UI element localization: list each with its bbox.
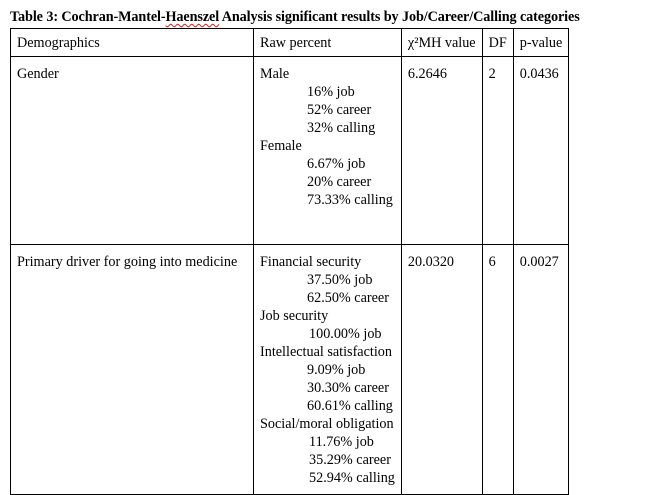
group-item: 60.61% calling: [307, 398, 393, 414]
header-p-value: p-value: [513, 29, 569, 57]
cell-demographic: Primary driver for going into medicine: [11, 245, 254, 495]
group-item: 16% job: [307, 84, 355, 100]
caption-spellcheck-word: Haenszel: [165, 9, 220, 25]
cell-p-value: 0.0027: [513, 245, 569, 495]
table-row: [11, 57, 569, 245]
group-item: 62.50% career: [307, 290, 389, 306]
cell-df: 2: [482, 57, 513, 245]
group-item: 9.09% job: [307, 362, 366, 378]
group-label: Male: [260, 66, 290, 82]
cell-raw-percent: [254, 245, 402, 495]
cell-chi-mh-value: 20.0320: [401, 245, 482, 495]
header-df: DF: [482, 29, 513, 57]
group-item: 100.00% job: [309, 326, 382, 342]
group-item: 52.94% calling: [309, 470, 395, 486]
group-label: Social/moral obligation: [260, 416, 394, 432]
group-item: 11.76% job: [309, 434, 374, 450]
cell-raw-percent: [254, 57, 402, 245]
cell-chi-mh-value: 6.2646: [401, 57, 482, 245]
caption-prefix: Table 3: Cochran-Mantel-: [10, 9, 166, 25]
header-chi-mh-value: χ²MH value: [401, 29, 482, 57]
results-table: [10, 28, 569, 495]
table-row: [11, 245, 569, 495]
group-item: 32% calling: [307, 120, 376, 136]
group-label: Financial security: [260, 254, 362, 270]
group-item: 6.67% job: [307, 156, 366, 172]
group-item: 35.29% career: [309, 452, 391, 468]
group-item: 20% career: [307, 174, 372, 190]
group-label: Job security: [260, 308, 329, 324]
cell-p-value: 0.0436: [513, 57, 569, 245]
cell-demographic: Gender: [11, 57, 254, 245]
header-raw-percent: Raw percent: [254, 29, 402, 57]
group-label: Intellectual satisfaction: [260, 344, 392, 360]
group-item: 30.30% career: [307, 380, 389, 396]
cell-df: 6: [482, 245, 513, 495]
group-item: 73.33% calling: [307, 192, 393, 208]
table-header-row: [11, 29, 569, 57]
caption-suffix: Analysis significant results by Job/Career/Calling categories: [219, 9, 580, 25]
group-item: 37.50% job: [307, 272, 373, 288]
table-caption: [10, 9, 580, 26]
group-label: Female: [260, 138, 302, 154]
group-item: 52% career: [307, 102, 372, 118]
header-demographics: Demographics: [11, 29, 254, 57]
